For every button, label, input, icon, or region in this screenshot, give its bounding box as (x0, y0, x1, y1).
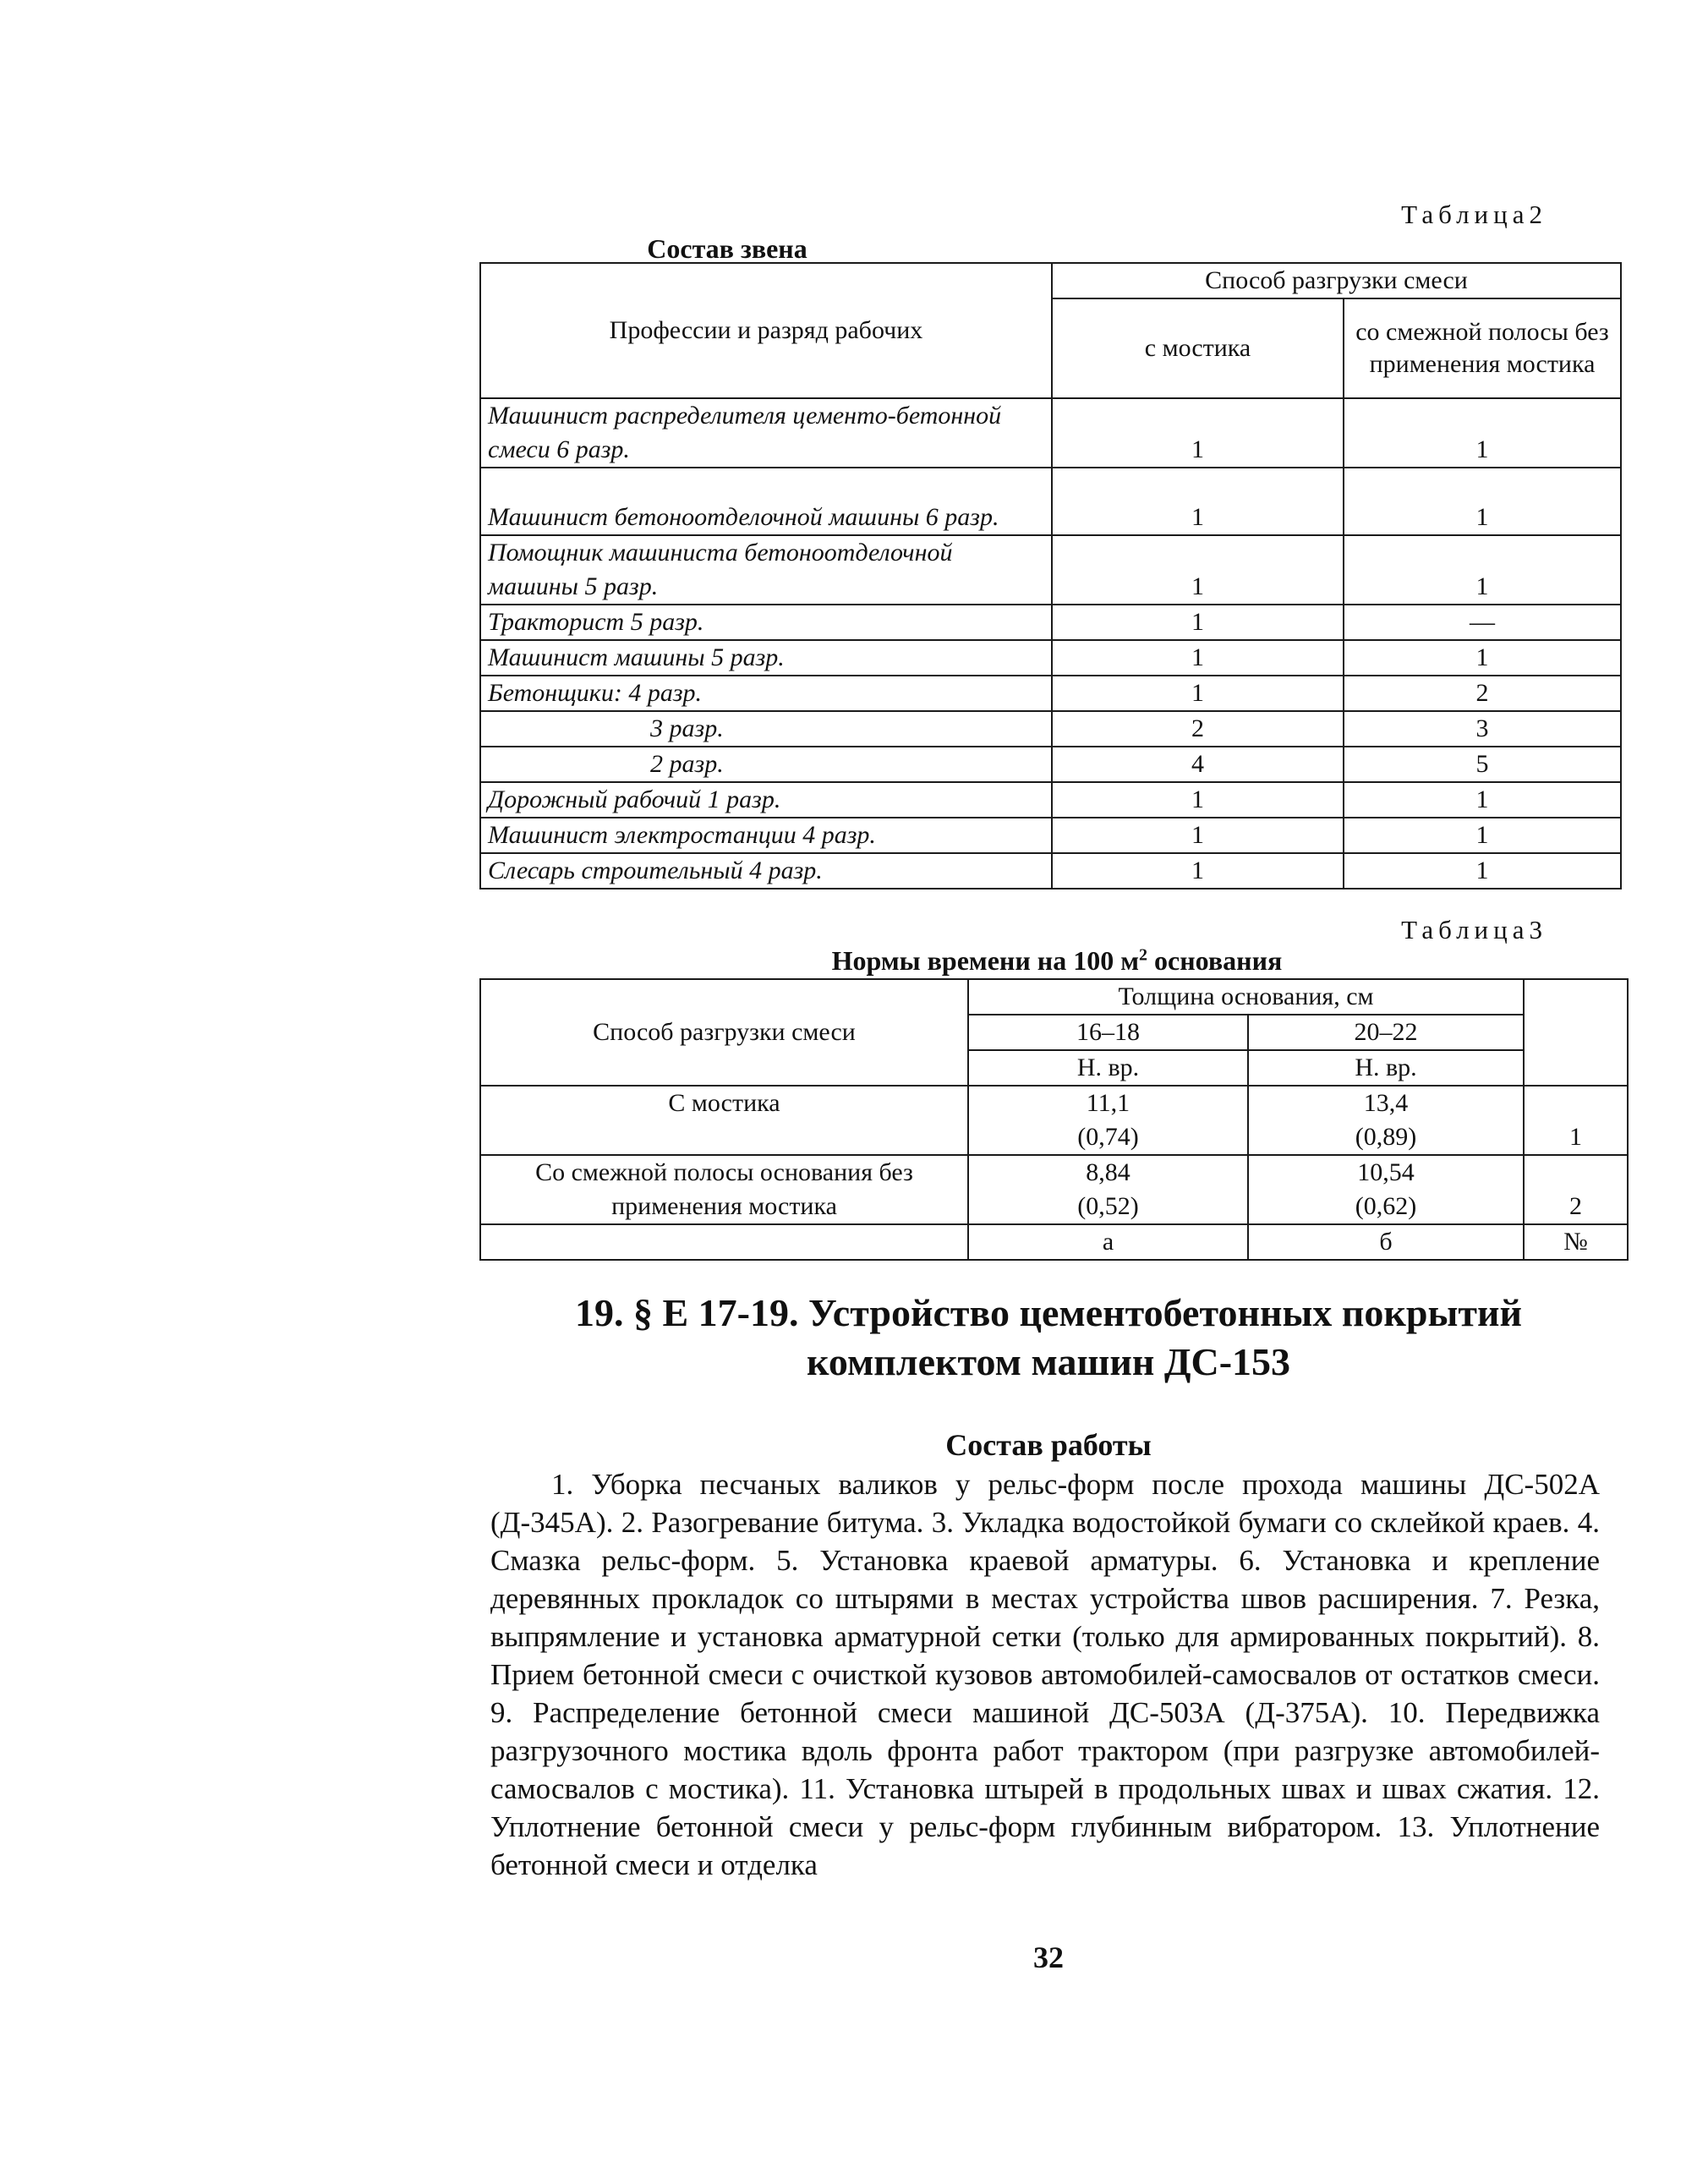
table3-label: Таблица3 (1401, 915, 1547, 944)
table2-caption: Состав звена (647, 233, 807, 264)
table2-row-adjacent-count: 1 (1344, 640, 1621, 676)
table2-header-method: Способ разгрузки смеси (1052, 263, 1621, 298)
table2-row-bridge-count: 1 (1052, 853, 1344, 889)
table2-row (480, 535, 1621, 605)
table2-row-adjacent-count: 2 (1344, 676, 1621, 711)
table2-header-bridge: с мостика (1052, 298, 1344, 398)
table2-header-profession: Профессии и разряд рабочих (480, 263, 1052, 398)
table3-header-method: Способ разгрузки смеси (480, 979, 968, 1086)
table2-row (480, 711, 1621, 747)
table2-row-bridge-count: 1 (1052, 605, 1344, 640)
table2-row-adjacent-count: 1 (1344, 782, 1621, 818)
table2-row (480, 747, 1621, 782)
table2 (479, 262, 1622, 889)
table2-label: Таблица2 (1401, 200, 1547, 229)
table3-footer-a: а (968, 1224, 1248, 1260)
table2-row-adjacent-count: 1 (1344, 818, 1621, 853)
table2-row-name: Машинист машины 5 разр. (480, 640, 1052, 676)
table2-row-adjacent-count: 5 (1344, 747, 1621, 782)
table3-row-1-num: 1 (1524, 1086, 1628, 1155)
table2-body (480, 398, 1621, 889)
table2-row-bridge-count: 1 (1052, 640, 1344, 676)
table2-row-bridge-count: 2 (1052, 711, 1344, 747)
table2-row-name: 3 разр. (480, 711, 1052, 747)
table2-row-adjacent-count: 1 (1344, 535, 1621, 605)
table2-row-name: Бетонщики: 4 разр. (480, 676, 1052, 711)
section-body (490, 1465, 1600, 1884)
section-title (457, 1289, 1640, 1387)
table2-row-bridge-count: 1 (1052, 468, 1344, 535)
table2-row-bridge-count: 1 (1052, 818, 1344, 853)
table2-row-name: Слесарь строительный 4 разр. (480, 853, 1052, 889)
table2-row-name: Машинист бетоноотделочной машины 6 разр. (480, 468, 1052, 535)
table3-row-2-a: 8,84 (0,52) (968, 1155, 1248, 1224)
table3 (479, 978, 1629, 1261)
table2-row-adjacent-count: 3 (1344, 711, 1621, 747)
table2-row-bridge-count: 4 (1052, 747, 1344, 782)
table2-row (480, 398, 1621, 468)
table2-row (480, 676, 1621, 711)
table3-header-unit-a: Н. вр. (968, 1050, 1248, 1086)
table2-row (480, 782, 1621, 818)
table2-row-name: Дорожный рабочий 1 разр. (480, 782, 1052, 818)
table3-header-col-b: 20–22 (1248, 1015, 1524, 1050)
table3-caption: Нормы времени на 100 $м^2$ основания (831, 945, 1283, 976)
section-title-line-2: комплектом машин ДС-153 (806, 1340, 1291, 1383)
table3-header-thickness: Толщина основания, см (968, 979, 1524, 1015)
table3-header-col-a: 16–18 (968, 1015, 1248, 1050)
table2-row (480, 640, 1621, 676)
table2-row-name: Помощник машиниста бетоноотделочной машины 5 разр. (480, 535, 1052, 605)
table3-row-1-a: 11,1 (0,74) (968, 1086, 1248, 1155)
table2-row (480, 605, 1621, 640)
table3-footer-blank (480, 1224, 968, 1260)
table2-row-bridge-count: 1 (1052, 535, 1344, 605)
table3-footer-num: № (1524, 1224, 1628, 1260)
table2-row-adjacent-count: 1 (1344, 853, 1621, 889)
table3-header-unit-b: Н. вр. (1248, 1050, 1524, 1086)
table2-row-name: 2 разр. (480, 747, 1052, 782)
table2-row (480, 468, 1621, 535)
table2-row-adjacent-count: — (1344, 605, 1621, 640)
table3-row-1-name: С мостика (480, 1086, 968, 1155)
table2-row-bridge-count: 1 (1052, 398, 1344, 468)
table2-row-name: Тракторист 5 разр. (480, 605, 1052, 640)
table2-header-adjacent: со смежной полосы без применения мостика (1344, 298, 1621, 398)
page-number: 32 (1033, 1940, 1064, 1974)
table3-footer-b: б (1248, 1224, 1524, 1260)
table2-row-bridge-count: 1 (1052, 676, 1344, 711)
table2-row (480, 853, 1621, 889)
table3-row-2-num: 2 (1524, 1155, 1628, 1224)
section-title-line-1: 19. § Е 17-19. Устройство цементобетонных покрытий (575, 1291, 1522, 1334)
table3-row-2-name: Со смежной полосы основания без применения мостика (480, 1155, 968, 1224)
table2-row-name: Машинист распределителя цементо-бетонной смеси 6 разр. (480, 398, 1052, 468)
table3-row-1-b: 13,4 (0,89) (1248, 1086, 1524, 1155)
table3-row-2-b: 10,54 (0,62) (1248, 1155, 1524, 1224)
table2-row-adjacent-count: 1 (1344, 468, 1621, 535)
table2-row (480, 818, 1621, 853)
table2-row-name: Машинист электростанции 4 разр. (480, 818, 1052, 853)
table2-row-adjacent-count: 1 (1344, 398, 1621, 468)
section-subtitle: Состав работы (945, 1428, 1152, 1462)
table3-header-blank (1524, 979, 1628, 1086)
section-paragraph: 1. Уборка песчаных валиков у рельс-форм после прохода машины ДС-502А (Д-345А). 2. Разогревание битума. 3. Укладка водостойкой бумаги со склейкой краев. 4. Смазка рельс-форм. 5. Установка краевой арматуры. 6. Установка и крепление деревянных прокладок со штырями в местах устройства швов расширения. 7. Резка, выпрямление и установка арматурной сетки (только для армированных покрытий). 8. Прием бетонной смеси с очисткой кузовов автомобилей-самосвалов от остатков смеси. 9. Распределение бетонной смеси машиной ДС-503А (Д-375А). 10. Передвижка разгрузочного мостика вдоль фронта работ трактором (при разгрузке автомобилей-самосвалов с мостика). 11. Установка штырей в продольных швах и швах сжатия. 12. Уплотнение бетонной смеси у рельс-форм глубинным вибратором. 13. Уплотнение бетонной смеси и отделка (490, 1468, 1600, 1881)
table2-row-bridge-count: 1 (1052, 782, 1344, 818)
